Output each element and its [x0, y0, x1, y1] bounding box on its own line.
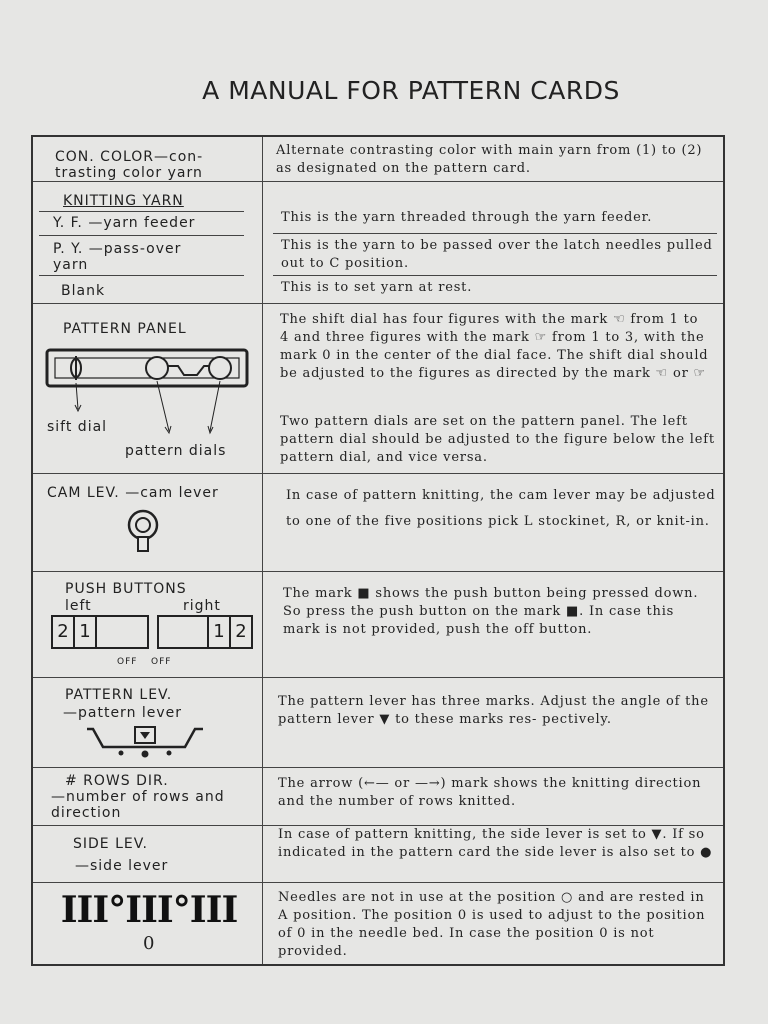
yf-text: This is the yarn threaded through the yarn feeder. — [281, 210, 653, 225]
pattern-panel-text2: Two pattern dials are set on the pattern panel. The left pattern dial should be adjusted to the figure below the left pattern dial, and vice versa. — [280, 414, 715, 465]
push-right-label: right — [183, 598, 221, 614]
rows-dir-text: The arrow (←— or —→) mark shows the knitting direction and the number of rows knitted. — [278, 776, 702, 809]
pattern-dials-label: pattern dials — [125, 443, 227, 459]
sub-divider — [39, 235, 244, 236]
push-button-left-1: 2 — [53, 617, 75, 647]
sub-divider — [39, 275, 244, 276]
push-left-label: left — [65, 598, 92, 614]
push-button-right-2: 2 — [235, 621, 247, 642]
side-lever-term: SIDE LEV. — [73, 836, 148, 852]
column-divider — [262, 137, 263, 964]
rows-dir-desc: —number of rows and direction — [51, 789, 225, 821]
push-buttons-right-box — [157, 615, 253, 649]
sub-divider — [273, 233, 717, 234]
row-divider — [33, 571, 723, 572]
needle-zero-label: 0 — [143, 933, 155, 954]
row-divider — [33, 473, 723, 474]
cam-lever-text: In case of pattern knitting, the cam lever may be adjusted to one of the five positions pick L stockinet, R, or knit-in. — [286, 488, 716, 529]
push-buttons-right-group — [157, 615, 253, 649]
push-button-right-1: 1 — [209, 617, 231, 647]
needle-symbol: III°III°III — [60, 889, 238, 931]
sub-divider — [273, 275, 717, 276]
yf-term-cell — [53, 215, 253, 231]
blank-text: This is to set yarn at rest. — [281, 280, 473, 295]
side-lever-text: In case of pattern knitting, the side lever is set to ▼. If so indicated in the pattern card the side lever is also set to ● — [278, 827, 713, 860]
yf-desc: —yarn feeder — [88, 215, 196, 231]
sub-divider — [39, 211, 244, 212]
push-button-right-blank — [159, 617, 209, 647]
knitting-yarn-heading: KNITTING YARN — [63, 193, 184, 209]
cam-lever-icon — [125, 509, 161, 555]
py-term: P. Y. — [53, 241, 84, 257]
pattern-lever-text: The pattern lever has three marks. Adjust the angle of the pattern lever ▼ to these marks res- pectively. — [278, 694, 709, 727]
py-text: This is the yarn to be passed over the latch needles pulled out to C position. — [281, 238, 713, 271]
py-desc: —pass-over yarn — [53, 241, 182, 273]
row-divider — [33, 882, 723, 883]
con-color-term: CON. COLOR — [55, 149, 155, 165]
rows-dir-term: # ROWS DIR. — [65, 773, 169, 789]
cam-lever-term-cell — [47, 485, 262, 501]
yf-term: Y. F. — [53, 215, 83, 231]
pattern-lever-term: PATTERN LEV. — [65, 687, 173, 703]
page-title: A MANUAL FOR PATTERN CARDS — [202, 76, 620, 105]
needles-text: Needles are not in use at the position ○ and are rested in A position. The position 0 is used to adjust to the position of 0 in the needle bed. In case the position 0 is not provided. — [278, 890, 706, 959]
row-divider — [33, 181, 723, 182]
con-color-term-cell — [55, 149, 255, 181]
row-divider — [33, 303, 723, 304]
manual-table — [31, 135, 725, 966]
side-lever-desc: —side lever — [75, 858, 169, 874]
push-buttons-term: PUSH BUTTONS — [65, 581, 187, 597]
pattern-lever-desc: —pattern lever — [63, 705, 183, 721]
push-button-left-blank — [97, 617, 147, 647]
push-button-left-2: 1 — [75, 617, 97, 647]
row-divider — [33, 767, 723, 768]
pattern-lever-icon — [85, 723, 205, 759]
pattern-panel-text1: The shift dial has four figures with the mark ☜ from 1 to 4 and three figures with the mark ☞ from 1 to 3, with the mark 0 in the center of the dial face. The shift dial should be adjusted to the figures as directed by the mark ☜ or ☞ — [280, 312, 709, 381]
con-color-desc: —con- trasting color yarn — [55, 149, 204, 181]
blank-term: Blank — [61, 283, 106, 299]
sift-dial-label: sift dial — [47, 419, 108, 435]
push-buttons-left-box — [51, 615, 149, 649]
cam-lever-term: CAM LEV. — [47, 485, 120, 501]
py-term-cell — [53, 241, 213, 273]
con-color-text: Alternate contrasting color with main yarn from (1) to (2) as designated on the pattern card. — [276, 143, 703, 176]
push-buttons-text: The mark ■ shows the push button being pressed down. So press the push button on the mark ■. In case this mark is not provided, push the off button. — [283, 586, 699, 637]
row-divider — [33, 677, 723, 678]
pattern-panel-term: PATTERN PANEL — [63, 321, 187, 337]
cam-lever-desc: —cam lever — [125, 485, 219, 501]
off-left-label: OFF — [117, 657, 138, 667]
push-buttons-left-group — [51, 615, 149, 649]
off-right-label: OFF — [151, 657, 172, 667]
